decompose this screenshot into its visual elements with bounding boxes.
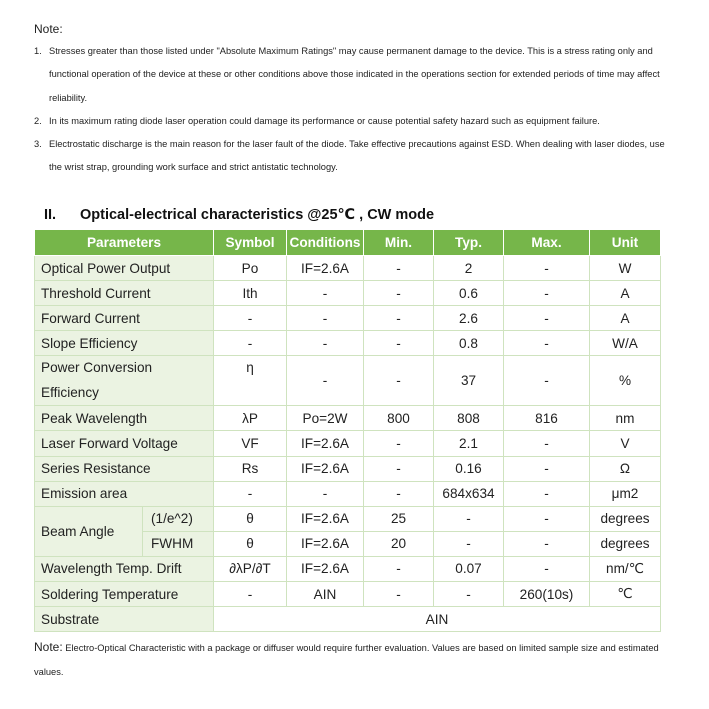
- unit-cell: V: [590, 431, 661, 456]
- header-min: Min.: [364, 230, 434, 256]
- section-heading: Optical-electrical characteristics @25℃ , CW mode: [80, 207, 435, 223]
- condition-cell: Po=2W: [287, 406, 364, 431]
- header-conditions: Conditions: [287, 230, 364, 256]
- min-cell: -: [364, 331, 434, 356]
- max-cell: -: [504, 331, 590, 356]
- max-cell: -: [504, 281, 590, 306]
- max-cell: -: [504, 356, 590, 406]
- condition-cell: IF=2.6A: [287, 531, 364, 556]
- typ-cell: 2: [434, 256, 504, 281]
- typ-cell: -: [434, 506, 504, 531]
- param-label: Series Resistance: [35, 456, 214, 481]
- typ-cell: 808: [434, 406, 504, 431]
- param-label: Wavelength Temp. Drift: [35, 556, 214, 581]
- unit-cell: nm/℃: [590, 556, 661, 581]
- notes-heading: Note:: [34, 22, 63, 36]
- unit-cell: degrees: [590, 531, 661, 556]
- symbol-cell: λP: [214, 406, 287, 431]
- section-number: II.: [44, 207, 57, 223]
- section-title: [44, 207, 434, 223]
- header-typ: Typ.: [434, 230, 504, 256]
- max-cell: -: [504, 531, 590, 556]
- typ-cell: 684x634: [434, 481, 504, 506]
- symbol-cell: -: [214, 331, 287, 356]
- typ-cell: 0.16: [434, 456, 504, 481]
- unit-cell: degrees: [590, 506, 661, 531]
- note-item: [34, 133, 674, 180]
- condition-cell: IF=2.6A: [287, 506, 364, 531]
- unit-cell: A: [590, 281, 661, 306]
- max-cell: -: [504, 556, 590, 581]
- typ-cell: 2.1: [434, 431, 504, 456]
- unit-cell: A: [590, 306, 661, 331]
- typ-cell: 37: [434, 356, 504, 406]
- unit-cell: μm2: [590, 481, 661, 506]
- max-cell: 816: [504, 406, 590, 431]
- sub-param-label: FWHM: [143, 531, 214, 556]
- table-row: [35, 306, 661, 331]
- min-cell: -: [364, 356, 434, 406]
- table-row: [35, 506, 661, 531]
- condition-cell: -: [287, 356, 364, 406]
- table-row: [35, 481, 661, 506]
- note-text: Electrostatic discharge is the main reason for the laser fault of the diode. Take effective precautions against ESD. When dealing with laser diodes, use the wrist strap, grounding work surface and strict antistatic technology.: [49, 139, 665, 173]
- header-max: Max.: [504, 230, 590, 256]
- min-cell: -: [364, 281, 434, 306]
- condition-cell: -: [287, 281, 364, 306]
- table-row: [35, 406, 661, 431]
- typ-cell: -: [434, 531, 504, 556]
- table-row: [35, 356, 661, 406]
- table-row: [35, 281, 661, 306]
- unit-cell: ℃: [590, 582, 661, 607]
- table-row: [35, 556, 661, 581]
- typ-cell: 0.6: [434, 281, 504, 306]
- substrate-value: AIN: [214, 607, 661, 632]
- min-cell: 800: [364, 406, 434, 431]
- max-cell: -: [504, 506, 590, 531]
- table-row: [35, 582, 661, 607]
- table-row: [35, 607, 661, 632]
- condition-cell: IF=2.6A: [287, 256, 364, 281]
- param-label: Power Conversion Efficiency: [35, 356, 214, 406]
- param-label: Emission area: [35, 481, 214, 506]
- table-header-row: [35, 230, 661, 256]
- condition-cell: -: [287, 306, 364, 331]
- min-cell: -: [364, 481, 434, 506]
- max-cell: -: [504, 456, 590, 481]
- typ-cell: 0.8: [434, 331, 504, 356]
- symbol-cell: η: [214, 356, 287, 406]
- param-label: Soldering Temperature: [35, 582, 214, 607]
- table-row: [35, 431, 661, 456]
- note-number: 1.: [34, 46, 42, 56]
- sub-param-label: (1/e^2): [143, 506, 214, 531]
- table-row: [35, 331, 661, 356]
- symbol-cell: -: [214, 582, 287, 607]
- min-cell: 25: [364, 506, 434, 531]
- typ-cell: 0.07: [434, 556, 504, 581]
- characteristics-table: [34, 229, 661, 632]
- min-cell: -: [364, 456, 434, 481]
- param-label: Slope Efficiency: [35, 331, 214, 356]
- symbol-cell: VF: [214, 431, 287, 456]
- notes-list: [34, 40, 674, 180]
- condition-cell: -: [287, 481, 364, 506]
- min-cell: -: [364, 556, 434, 581]
- param-label: Peak Wavelength: [35, 406, 214, 431]
- symbol-cell: θ: [214, 506, 287, 531]
- min-cell: -: [364, 582, 434, 607]
- note-text: Stresses greater than those listed under "Absolute Maximum Ratings" may cause permanent damage to the device. This is a stress rating only and functional operation of the device at these or other conditions above those indicated in the operations section for extended periods of time may affect reliability.: [49, 46, 660, 103]
- param-label: Laser Forward Voltage: [35, 431, 214, 456]
- symbol-cell: -: [214, 481, 287, 506]
- param-label: Threshold Current: [35, 281, 214, 306]
- max-cell: -: [504, 256, 590, 281]
- unit-cell: Ω: [590, 456, 661, 481]
- header-symbol: Symbol: [214, 230, 287, 256]
- param-label: Beam Angle: [35, 506, 143, 556]
- typ-cell: 2.6: [434, 306, 504, 331]
- note-text: In its maximum rating diode laser operation could damage its performance or cause potential safety hazard such as equipment failure.: [49, 115, 600, 126]
- unit-cell: W: [590, 256, 661, 281]
- min-cell: -: [364, 431, 434, 456]
- symbol-cell: Rs: [214, 456, 287, 481]
- condition-cell: IF=2.6A: [287, 431, 364, 456]
- note-number: 2.: [34, 115, 42, 126]
- max-cell: -: [504, 306, 590, 331]
- condition-cell: AIN: [287, 582, 364, 607]
- condition-cell: -: [287, 331, 364, 356]
- note-item: [34, 40, 674, 110]
- param-label: Forward Current: [35, 306, 214, 331]
- symbol-cell: Ith: [214, 281, 287, 306]
- header-parameters: Parameters: [35, 230, 214, 256]
- unit-cell: %: [590, 356, 661, 406]
- min-cell: 20: [364, 531, 434, 556]
- unit-cell: W/A: [590, 331, 661, 356]
- max-cell: 260(10s): [504, 582, 590, 607]
- symbol-cell: Po: [214, 256, 287, 281]
- note-item: [34, 110, 674, 133]
- param-label: Optical Power Output: [35, 256, 214, 281]
- footnote-text: Electro-Optical Characteristic with a package or diffuser would require further evaluation. Values are based on limited sample size and estimated values.: [34, 643, 659, 677]
- footnote-label: Note:: [34, 640, 63, 654]
- footnote: [34, 636, 674, 684]
- table-row: [35, 256, 661, 281]
- symbol-cell: θ: [214, 531, 287, 556]
- max-cell: -: [504, 481, 590, 506]
- param-label: Substrate: [35, 607, 214, 632]
- table-row: [35, 456, 661, 481]
- condition-cell: IF=2.6A: [287, 556, 364, 581]
- min-cell: -: [364, 306, 434, 331]
- unit-cell: nm: [590, 406, 661, 431]
- max-cell: -: [504, 431, 590, 456]
- min-cell: -: [364, 256, 434, 281]
- note-number: 3.: [34, 139, 42, 150]
- condition-cell: IF=2.6A: [287, 456, 364, 481]
- symbol-cell: ∂λP/∂T: [214, 556, 287, 581]
- symbol-cell: -: [214, 306, 287, 331]
- header-unit: Unit: [590, 230, 661, 256]
- typ-cell: -: [434, 582, 504, 607]
